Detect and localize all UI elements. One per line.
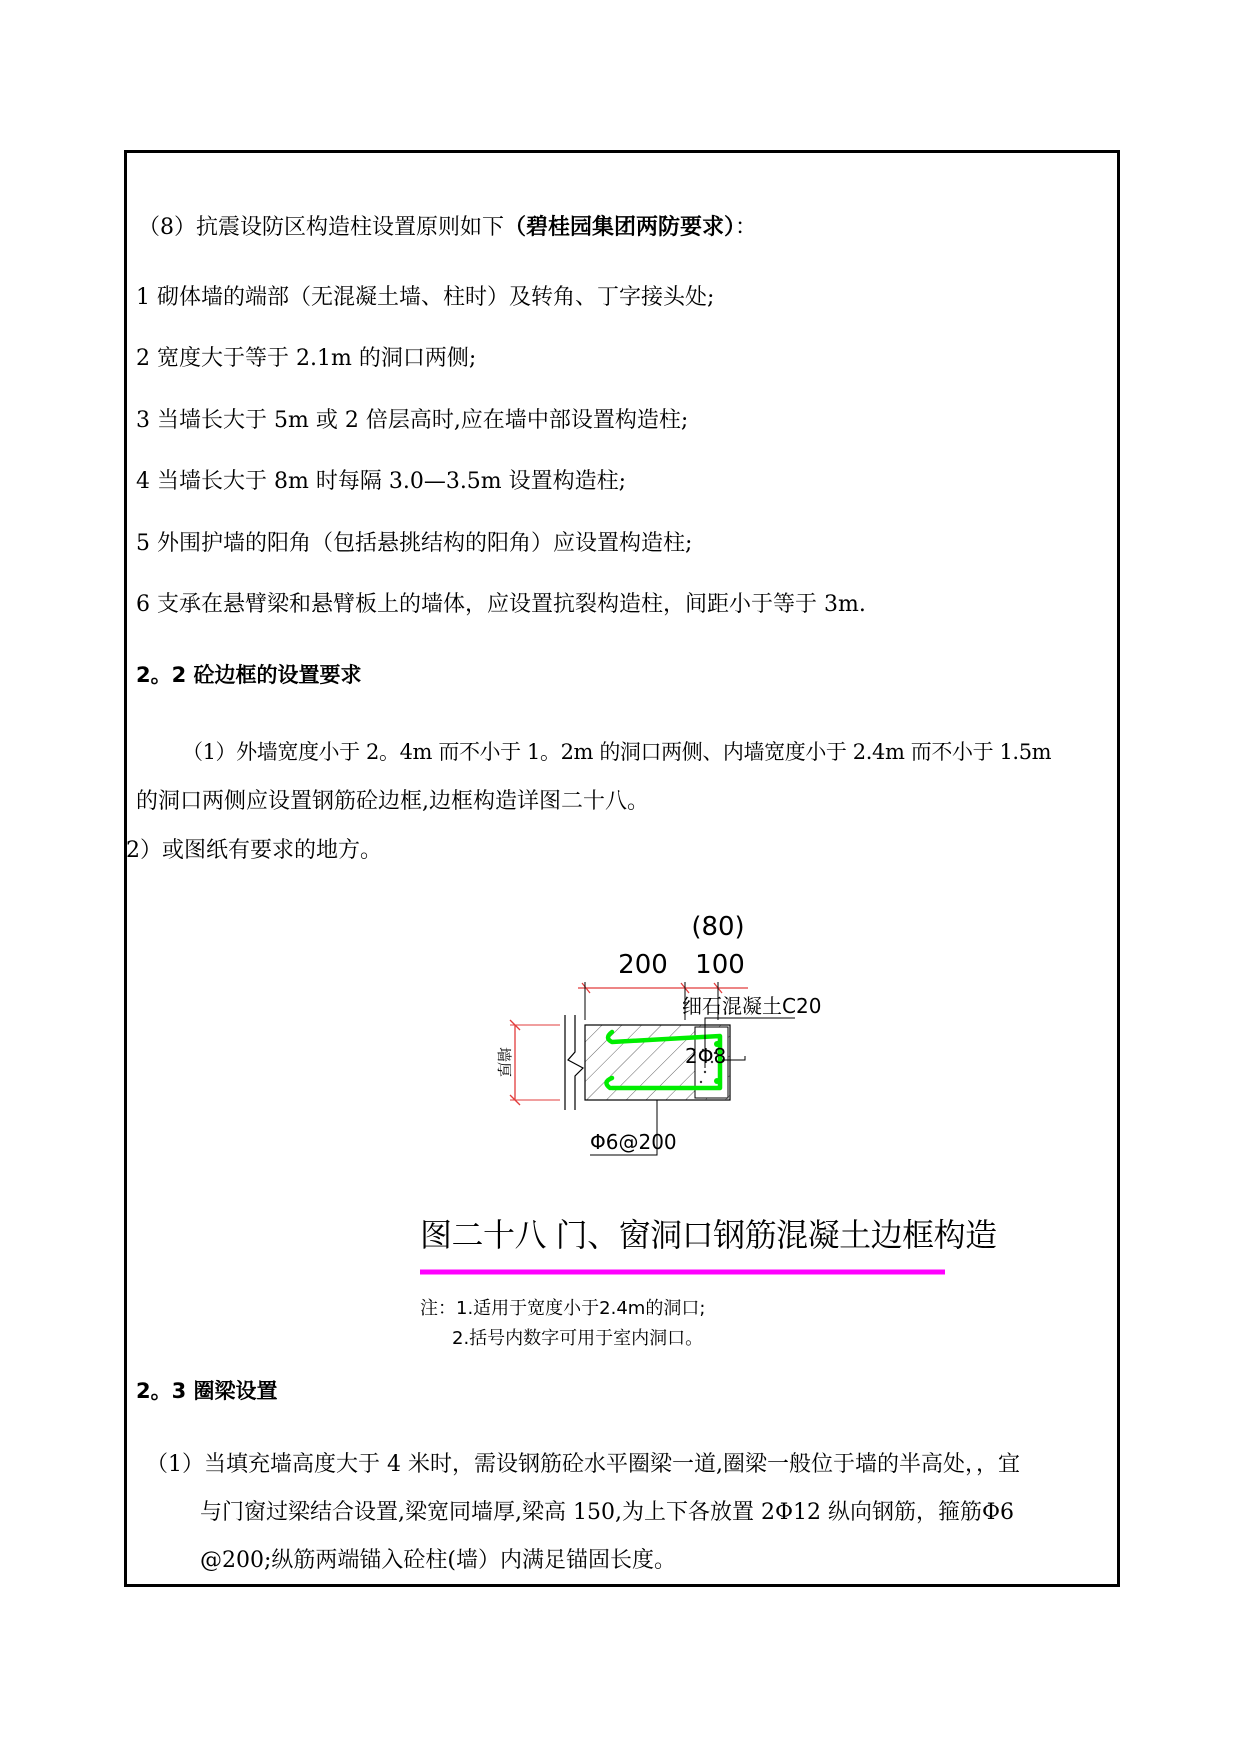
wall-break-line: [565, 1015, 583, 1110]
section22-para2: 2）或图纸有要求的地方。: [126, 838, 382, 863]
wall-thickness-dimension: [510, 1020, 560, 1105]
section23-heading: 2。3 圈梁设置: [136, 1379, 278, 1403]
section8-item-4: 4 当墙长大于 8m 时每隔 3.0—3.5m 设置构造柱;: [136, 469, 627, 494]
section23-line-3: @200;纵筋两端锚入砼柱(墙）内满足锚固长度。: [200, 1548, 676, 1573]
section8-item-5: 5 外围护墙的阳角（包括悬挑结构的阳角）应设置构造柱;: [136, 531, 693, 556]
figure-28: [400, 910, 997, 1370]
section8-intro-line: [138, 212, 757, 243]
section8-item-6: 6 支承在悬臂梁和悬臂板上的墙体，应设置抗裂构造柱，间距小于等于 3m.: [136, 592, 866, 617]
stirrup-label: Φ6@200: [590, 1130, 677, 1154]
section8-bold-requirement: （碧桂园集团两防要求）: [504, 214, 736, 240]
section22-heading: 2。2 砼边框的设置要求: [136, 663, 362, 687]
figure-note-1: 注：1.适用于宽度小于2.4m的洞口;: [420, 1298, 706, 1319]
section22-para1-line2: 的洞口两侧应设置钢筋砼边框,边框构造详图二十八。: [136, 789, 649, 814]
dim-80-label: (80): [691, 912, 745, 942]
figure-title: 图二十八 门、窗洞口钢筋混凝土边框构造: [420, 1216, 997, 1254]
section22-para1-line1: （1）外墙宽度小于 2。4m 而不小于 1。2m 的洞口两侧、内墙宽度小于 2.4m 而不小于 1.5m: [182, 740, 1052, 764]
section8-intro: （8）抗震设防区构造柱设置原则如下: [138, 215, 504, 240]
figure-note-2: 2.括号内数字可用于室内洞口。: [452, 1328, 704, 1349]
section8-item-1: 1 砌体墙的端部（无混凝土墙、柱时）及转角、丁字接头处;: [136, 285, 715, 310]
section23-line-1: （1）当填充墙高度大于 4 米时，需设钢筋砼水平圈梁一道,圈梁一般位于墙的半高处，，宜: [146, 1452, 1020, 1477]
dim-100-label: 100: [695, 950, 745, 980]
section8-item-2: 2 宽度大于等于 2.1m 的洞口两侧;: [136, 346, 477, 371]
wall-thickness-label: 墙厚: [495, 1046, 513, 1078]
rebar-2phi8-label: 2Φ8: [685, 1044, 727, 1068]
concrete-c20-label: 细石混凝土C20: [682, 994, 822, 1018]
section8-item-3: 3 当墙长大于 5m 或 2 倍层高时,应在墙中部设置构造柱;: [136, 408, 689, 433]
section23-line-2: 与门窗过梁结合设置,梁宽同墙厚,梁高 150,为上下各放置 2Φ12 纵向钢筋，箍筋Φ6: [200, 1500, 1015, 1525]
section8-colon: ：: [735, 215, 758, 240]
dim-200-label: 200: [618, 950, 668, 980]
